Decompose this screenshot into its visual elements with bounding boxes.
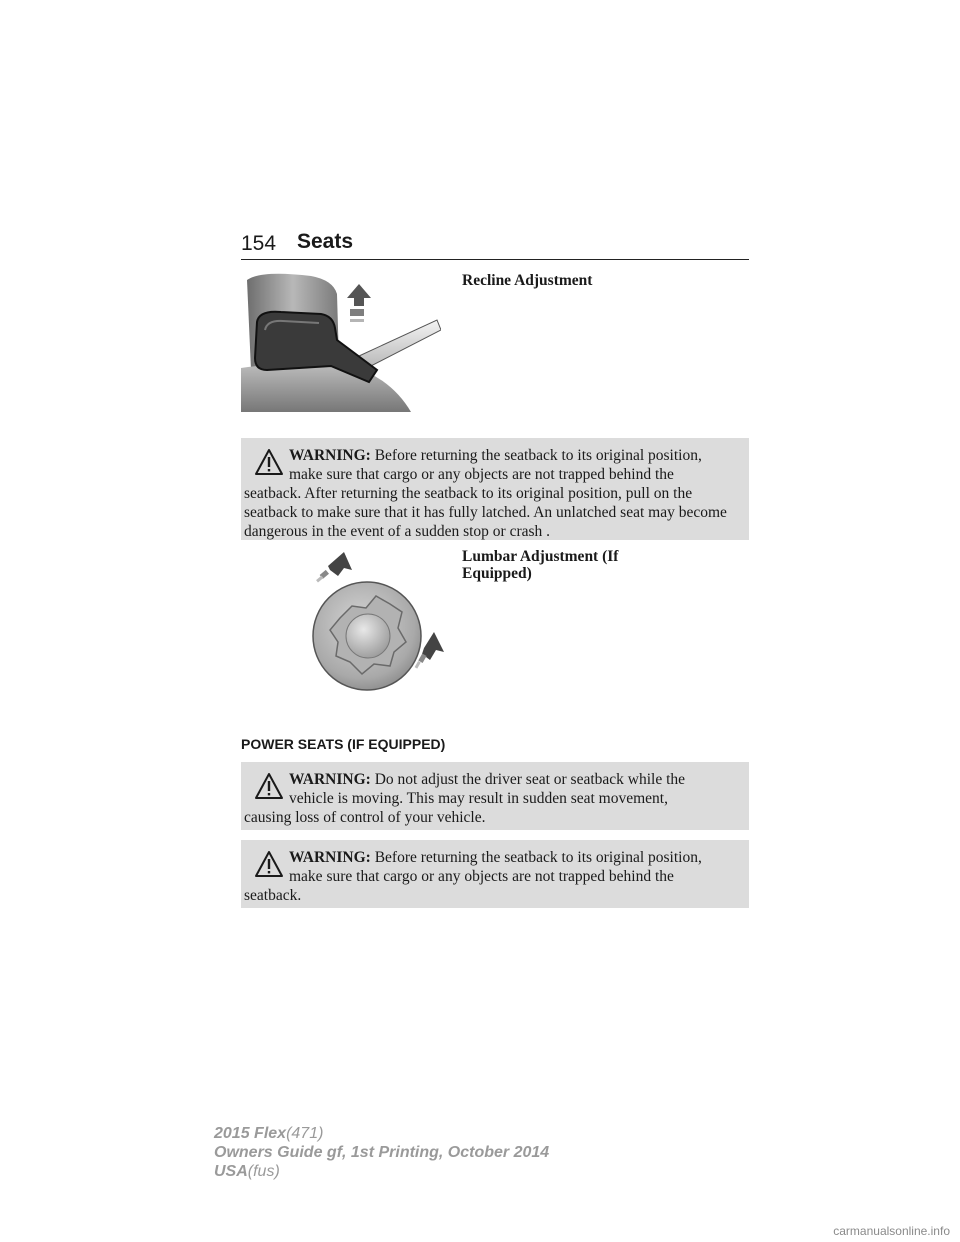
warning-text: Do not adjust the driver seat or seatback while the	[374, 771, 686, 788]
warning-text-body: causing loss of control of your vehicle.	[244, 809, 486, 826]
warning-box-driver-seat	[241, 762, 749, 830]
warning-triangle-icon	[254, 772, 284, 800]
warning-triangle-icon	[254, 850, 284, 878]
footer-model-code: (471)	[286, 1125, 324, 1142]
recline-adjustment-heading: Recline Adjustment	[462, 272, 593, 289]
warning-label: WARNING:	[289, 849, 371, 866]
recline-lever-illustration	[241, 270, 441, 412]
warning-text-first-line	[244, 848, 743, 867]
footer-region	[214, 1162, 280, 1181]
warning-text-first-line	[244, 446, 743, 465]
footer-region-name: USA	[214, 1163, 248, 1180]
power-seats-heading: POWER SEATS (IF EQUIPPED)	[241, 736, 446, 752]
header-rule	[241, 259, 749, 260]
warning-text-second-line: make sure that cargo or any objects are not trapped behind the	[289, 868, 674, 885]
footer-printing: Owners Guide gf, 1st Printing, October 2014	[214, 1144, 550, 1161]
warning-text-body: seatback. After returning the seatback to its original position, pull on the seatback to make sure that it has fully latched. An unlatched seat may become dangerous in the event of a sudden stop or crash .	[244, 485, 727, 540]
footer-model	[214, 1124, 323, 1143]
lumbar-knob-illustration	[306, 548, 448, 692]
warning-text-second-line: vehicle is moving. This may result in sudden seat movement,	[289, 790, 668, 807]
warning-text: Before returning the seatback to its original position,	[374, 849, 702, 866]
warning-box-seatback	[241, 840, 749, 908]
rotate-arrow-icon	[316, 552, 352, 582]
warning-triangle-icon	[254, 448, 284, 476]
page-title: Seats	[297, 230, 354, 253]
warning-text: Before returning the seatback to its original position,	[374, 447, 702, 464]
footer-model-name: 2015 Flex	[214, 1125, 287, 1142]
page-number: 154	[241, 232, 277, 255]
warning-text-body: seatback.	[244, 887, 302, 904]
warning-text-second-line: make sure that cargo or any objects are not trapped behind the	[289, 466, 674, 483]
warning-text-first-line	[244, 770, 743, 789]
warning-box-recline	[241, 438, 749, 540]
lumbar-heading-line-1: Lumbar Adjustment (If	[462, 548, 619, 565]
lumbar-heading-line-2: Equipped)	[462, 565, 532, 582]
warning-label: WARNING:	[289, 447, 371, 464]
footer-region-code: (fus)	[247, 1163, 280, 1180]
warning-label: WARNING:	[289, 771, 371, 788]
watermark: carmanualsonline.info	[833, 1224, 950, 1238]
lumbar-adjustment-heading	[462, 548, 618, 582]
